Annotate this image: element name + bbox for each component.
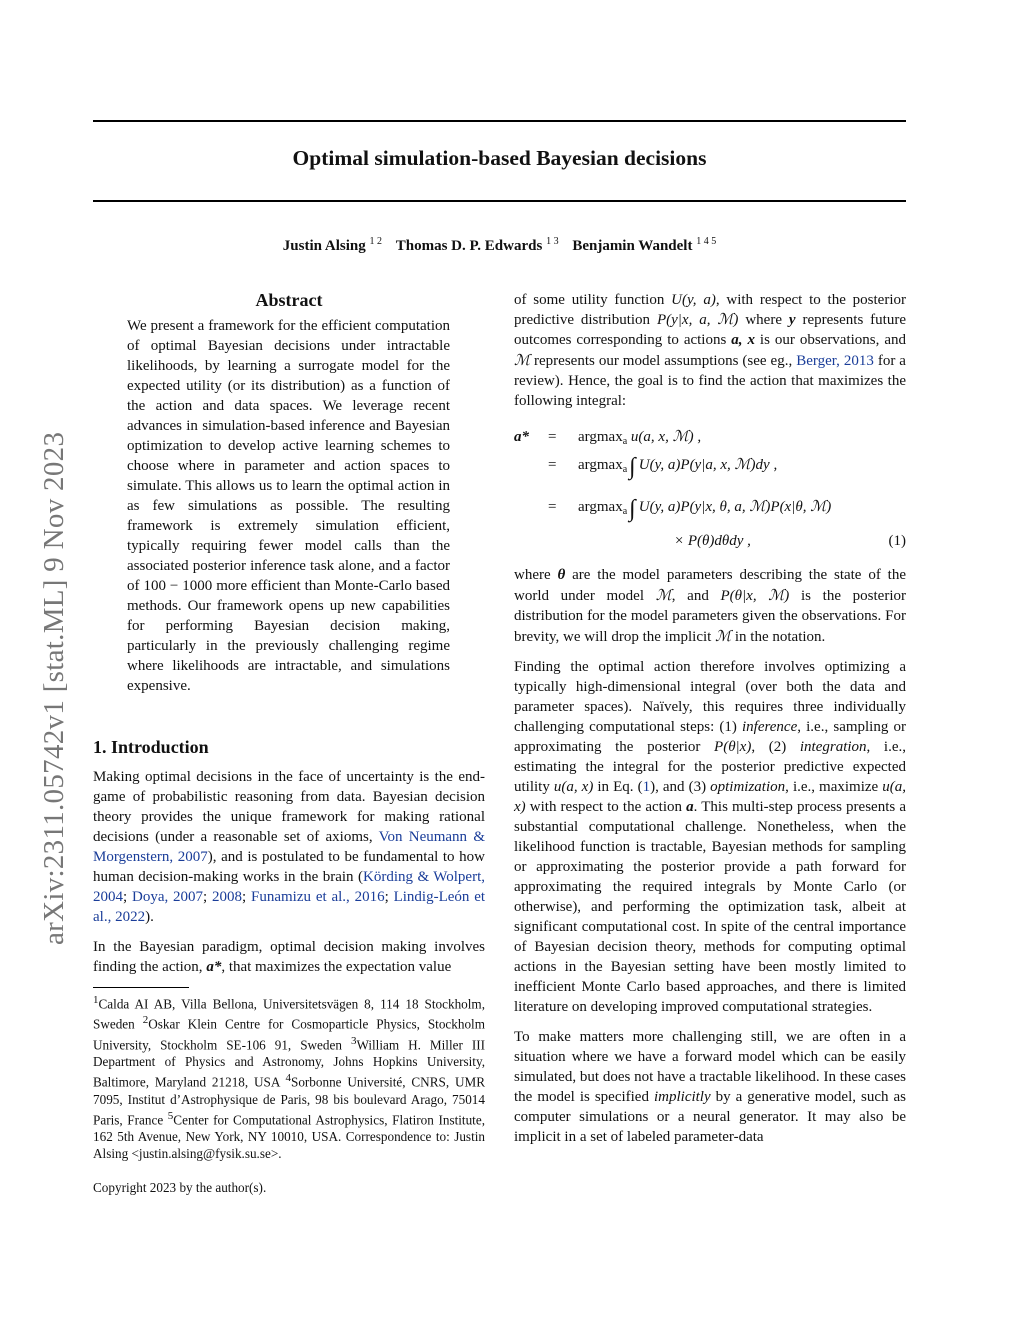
citation-link[interactable]: Berger, 2013 [796,353,874,369]
citation-link[interactable]: Funamizu et al., 2016 [251,889,385,905]
citation-link[interactable]: Körding & Wolpert, 2004 [93,869,485,905]
affiliations-footnote: $^1$Calda AI AB, Villa Bellona, Universitetsvägen 8, 114 18 Stockholm, Sweden $^2$Oskar Klein Centre for Cosmoparticle Physics, Stockholm University, Stockholm SE-106 91, Sweden $^3$William H. Miller III Department of Physics and Astronomy, Johns Hopkins University, Baltimore, Maryland 21218, USA $^4$Sorbonne Université, CNRS, UMR 7095, Institut d’Astrophysique de Paris, 98 bis boulevard Arago, 75014 Paris, France $^5$Center for Computational Astrophysics, Flatiron Institute, 162 5th Avenue, New York, NY 10010, USA. Correspondence to: Justin Alsing <justin.alsing@fysik.su.se>. [93,994,486,1161]
right-paragraph-4: To make matters more challenging still, we are often in a situation where we have a forward model which can be easily simulated, but does not have a tractable likelihood. In these cases the model is specified implicitly by a generative model, such as computer simulations or a neural generator. It may also be implicit in a set of labeled parameter-data [514,1029,907,1145]
abstract-body [93,316,485,696]
author: Justin Alsing $^{1 2}$ [282,236,382,254]
abstract-text: We present a framework for the efficient computation of optimal Bayesian decisions under intractable likelihoods, by learning a surrogate model for the expected utility (or its distribution) as a function of the action and data spaces. We leverage recent advances in simulation-based inference and Bayesian optimization to develop active learning schemes to choose where in parameter and action spaces to simulate. This allows us to learn the optimal action in as few simulations as possible. The resulting framework is extremely simulation efficient, typically requiring fewer model calls than the associated posterior inference task alone, and a factor of 100 − 1000 more efficient than Monte-Carlo based methods. Our framework opens up new capabilities for performing Bayesian decision making, particularly in the previously challenging regime where likelihoods are intractable, and simulations expensive. [127,318,450,694]
equation-ref-link[interactable]: 1 [642,779,651,795]
arxiv-id: arXiv:2311.05742v1 [stat.ML] 9 Nov 2023 [38,431,70,945]
equation-1: a* = argmax$_a$ u(a, x, ℳ) , = argmax$_a$∫ U(y, a)P(y|a, x, ℳ)dy , = argmax$_a$∫ U(y, a)P(y|x, θ, a, ℳ)P(x|θ, ℳ) × P(θ)dθdy , (1) [514,429,906,549]
citation-link[interactable]: Lindig-León et al., 2022 [93,889,486,925]
right-column [514,290,906,1157]
author: Thomas D. P. Edwards $^{1 3}$ [395,236,559,254]
paper-title: Optimal simulation-based Bayesian decisions [292,146,707,170]
integral-sign: ∫ [629,496,636,522]
footnote-rule [93,987,189,988]
copyright-notice: Copyright 2023 by the author(s). [93,1179,267,1195]
citation-link[interactable]: Von Neumann & Morgenstern, 2007 [93,829,485,865]
intro-heading: 1. Introduction [93,737,209,757]
eq-lhs: a* [514,429,529,445]
title-rule [93,200,906,202]
integral-sign: ∫ [629,454,636,480]
abstract-heading: Abstract [255,290,323,310]
author: Benjamin Wandelt $^{1 4 5}$ [572,236,717,254]
top-rule [93,120,906,122]
intro-paragraph-2: In the Bayesian paradigm, optimal decision making involves finding the action, a*, that maximizes the expectation value [93,939,485,975]
right-paragraph-3: Finding the optimal action therefore involves optimizing a typically high-dimensional integral (over both the data and parameter spaces). Naïvely, this requires three individually challenging computational steps: (1) inference, i.e., sampling or approximating the posterior P(θ|x), (2) integration, i.e., estimating the integral for the posterior predictive expected utility u(a, x) in Eq. (1), and (3) optimization, i.e., maximize u(a, x) with respect to the action a. This multi-step process presents a substantial computational challenge. Nonetheless, when the likelihood function is tractable, Bayesian methods for sampling or approximating the posterior provide a path forward for approximating the required integrals by Monte Carlo (or otherwise), and performing the optimization task, albeit at significant computational cost. In spite of the central importance of Bayesian decision theory, methods for computing optimal actions in the Bayesian setting have been mostly limited to inefficient Monte Carlo based approaches, and there is limited literature on developing improved computational strategies. [514,659,907,1015]
left-column [93,290,485,1198]
citation-link[interactable]: Doya, 2007 [131,889,204,905]
right-paragraph-1: of some utility function U(y, a), with respect to the posterior predictive distribution P(y|x, a, ℳ) where y represents future outcomes corresponding to actions a, x is our observations, and ℳ represents our model assumptions (see eg., Berger, 2013 for a review). Hence, the goal is to find the action that maximizes the following integral: [514,292,906,409]
intro-paragraph-1: Making optimal decisions in the face of uncertainty is the end-game of probabilistic reasoning from data. Bayesian decision theory provides the unique framework for making rational decisions (under a reasonable set of axioms, Von Neumann & Morgenstern, 2007), and is postulated to be fundamental to how human decision-making works in the brain (Körding & Wolpert, 2004; Doya, 2007; 2008; Funamizu et al., 2016; Lindig-León et al., 2022). [93,769,486,925]
right-paragraph-2: where θ are the model parameters describing the state of the world under model ℳ, and P(θ|x, ℳ) is the posterior distribution for the model parameters given the observations. For brevity, we will drop the implicit ℳ in the notation. [514,567,906,645]
citation-link[interactable]: 2008 [212,889,243,905]
author-list [93,236,906,255]
equation-number: (1) [888,533,906,549]
